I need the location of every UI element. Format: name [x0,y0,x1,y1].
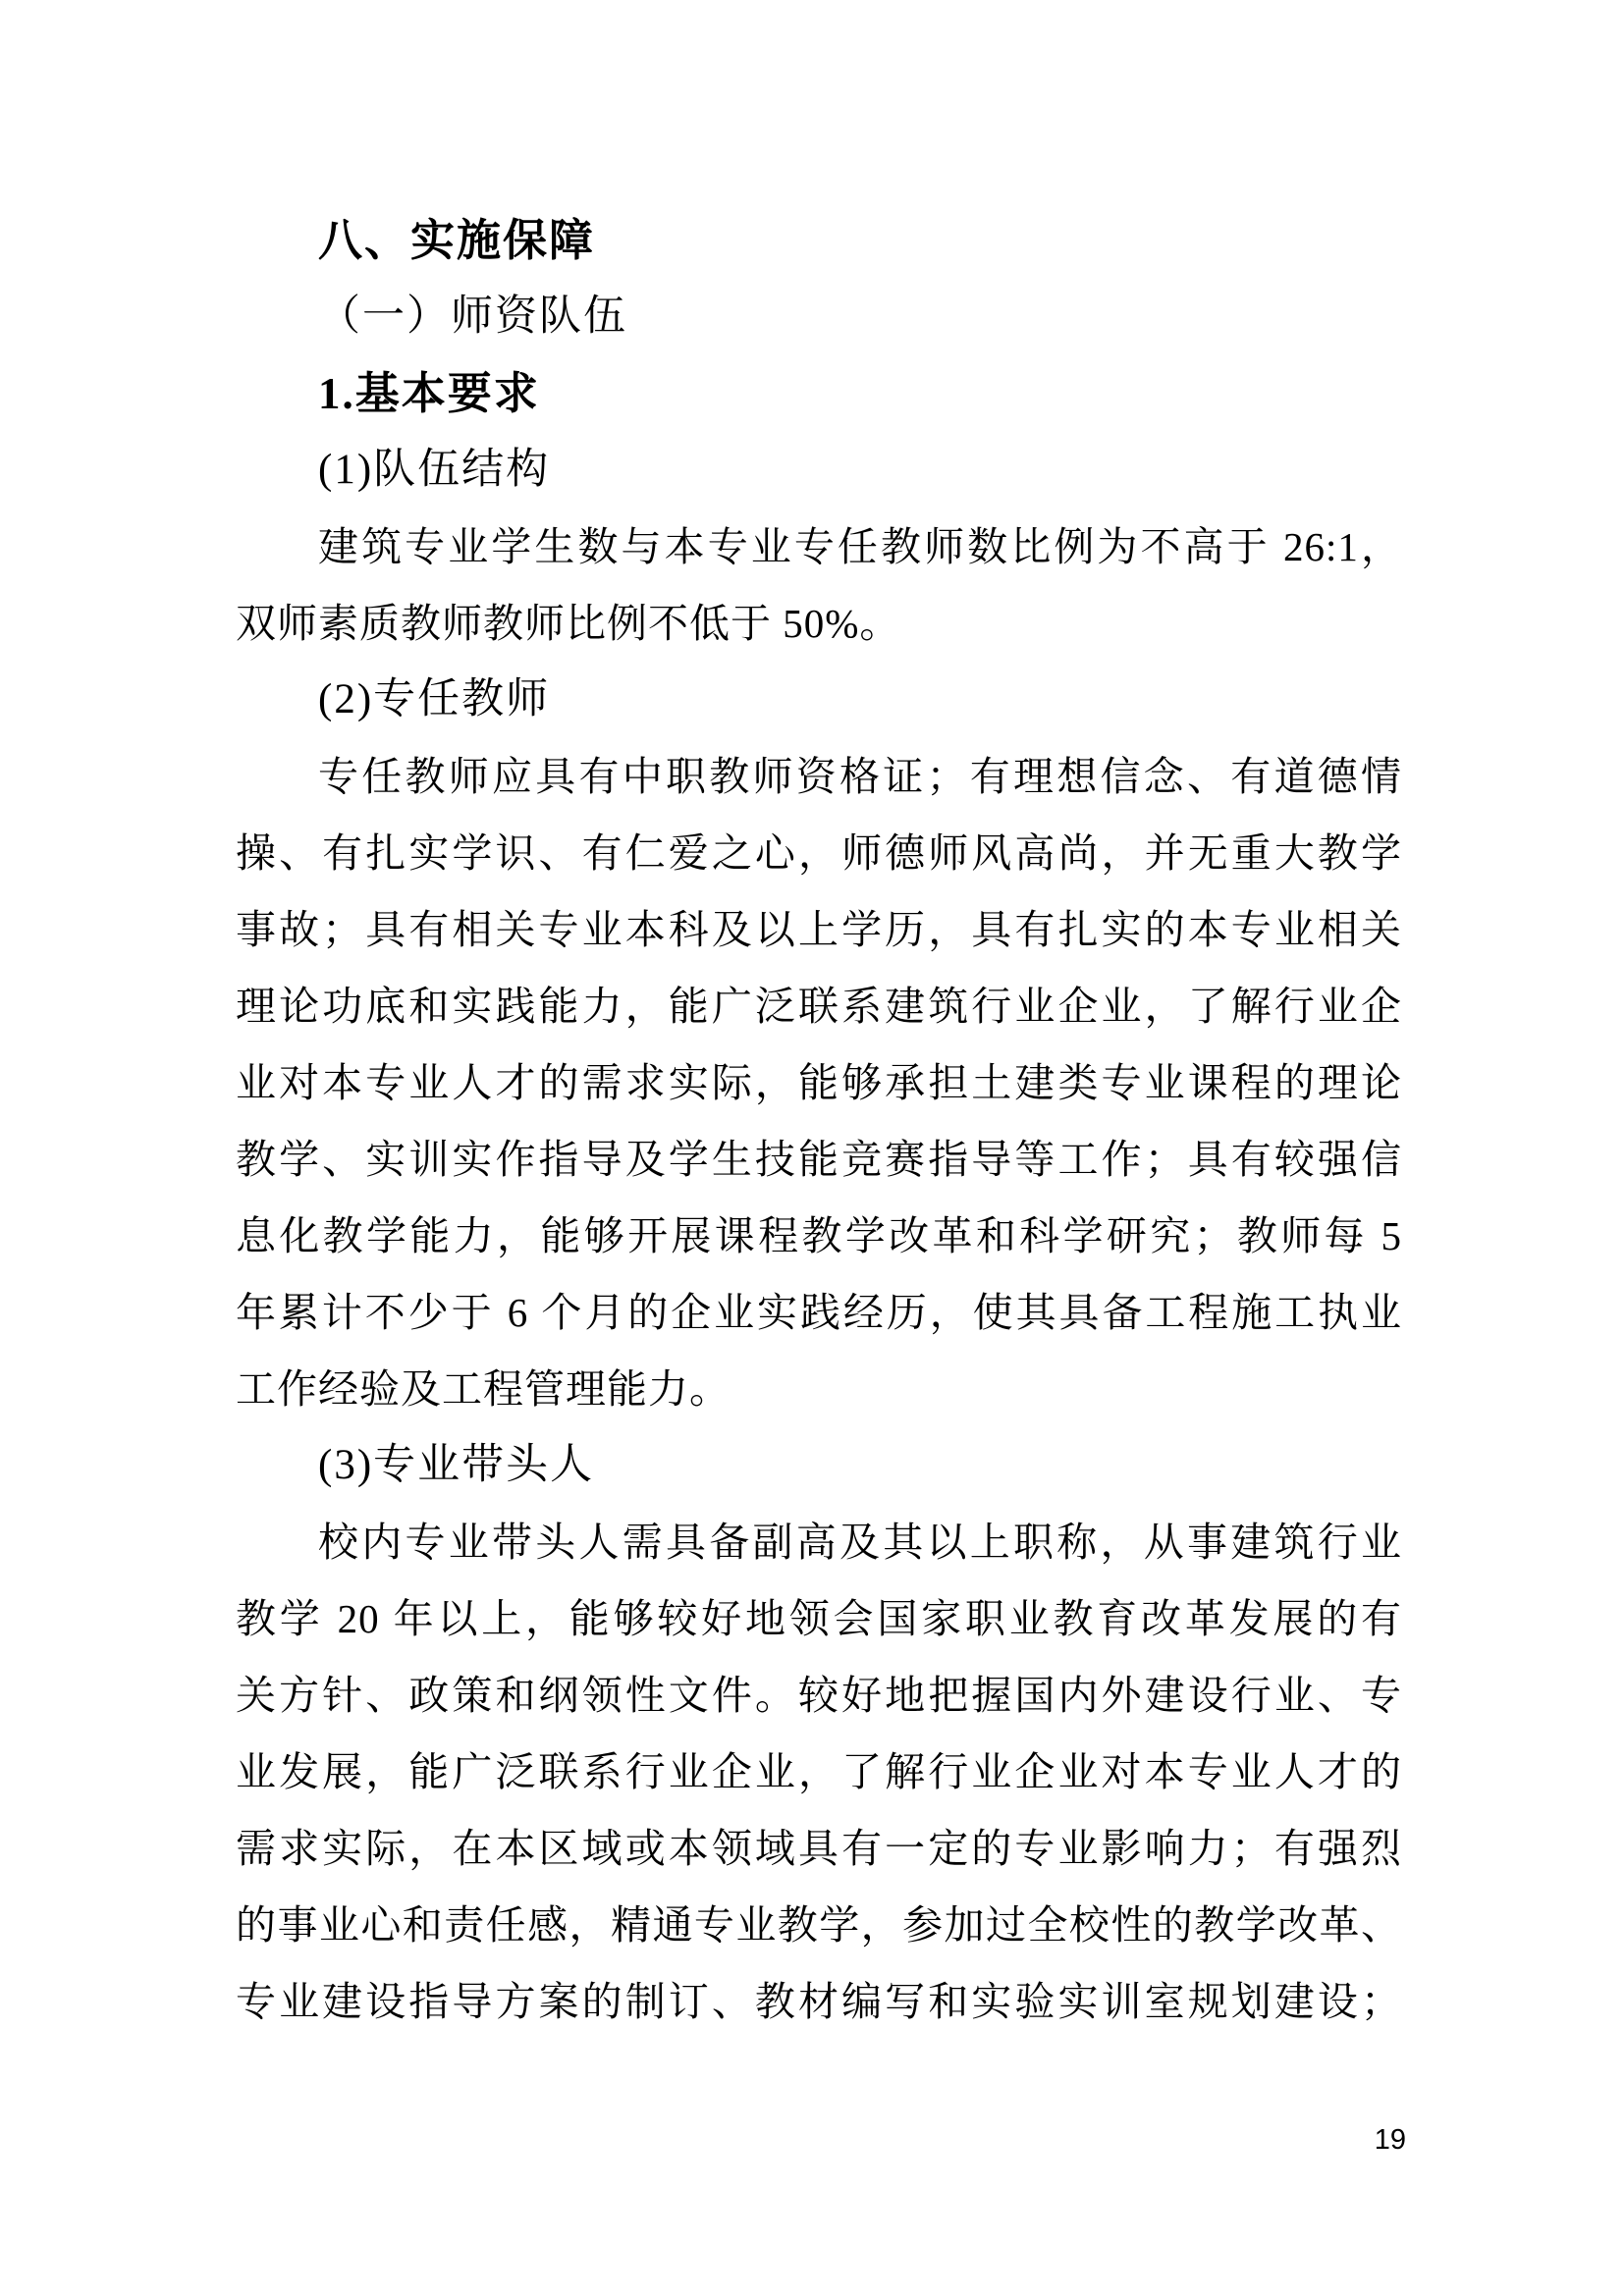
item-heading: 1.基本要求 [318,369,540,418]
sub-item-heading: (3)专业带头人 [318,1442,595,1488]
sub-item-heading: (2)专任教师 [318,676,551,722]
body-line: 的事业心和责任感，精通专业教学，参加过全校性的教学改革、 [236,1902,1402,1948]
body-line: 教学 20 年以上，能够较好地领会国家职业教育改革发展的有 [236,1596,1402,1641]
body-line: 专任教师应具有中职教师资格证；有理想信念、有道德情 [318,754,1402,799]
body-line: 专业建设指导方案的制订、教材编写和实验实训室规划建设； [236,1979,1402,2024]
body-line: 双师素质教师教师比例不低于 50%。 [236,601,901,646]
text-column [236,202,1402,2040]
sub-item-heading: (1)队伍结构 [318,447,551,493]
body-line: 需求实际，在本区域或本领域具有一定的专业影响力；有强烈 [236,1826,1402,1871]
body-line: 业对本专业人才的需求实际，能够承担土建类专业课程的理论 [236,1060,1402,1105]
body-line: 年累计不少于 6 个月的企业实践经历，使其具备工程施工执业 [236,1290,1402,1335]
body-line: 工作经验及工程管理能力。 [236,1366,731,1412]
page-number: 19 [1374,2124,1406,2156]
body-line: 建筑专业学生数与本专业专任教师数比例为不高于 26:1， [318,524,1402,569]
body-line: 事故；具有相关专业本科及以上学历，具有扎实的本专业相关 [236,907,1402,952]
body-line: 理论功底和实践能力，能广泛联系建筑行业企业，了解行业企 [236,984,1402,1029]
section-heading: 八、实施保障 [318,216,596,265]
body-line: 操、有扎实学识、有仁爱之心，师德师风高尚，并无重大教学 [236,830,1402,876]
body-line: 关方针、政策和纲领性文件。较好地把握国内外建设行业、专 [236,1673,1402,1718]
body-line: 业发展，能广泛联系行业企业，了解行业企业对本专业人才的 [236,1749,1402,1794]
subsection-heading: （一）师资队伍 [318,294,627,340]
body-line: 教学、实训实作指导及学生技能竞赛指导等工作；具有较强信 [236,1137,1402,1182]
body-line: 息化教学能力，能够开展课程教学改革和科学研究；教师每 5 [236,1213,1402,1258]
body-line: 校内专业带头人需具备副高及其以上职称，从事建筑行业 [318,1520,1402,1565]
